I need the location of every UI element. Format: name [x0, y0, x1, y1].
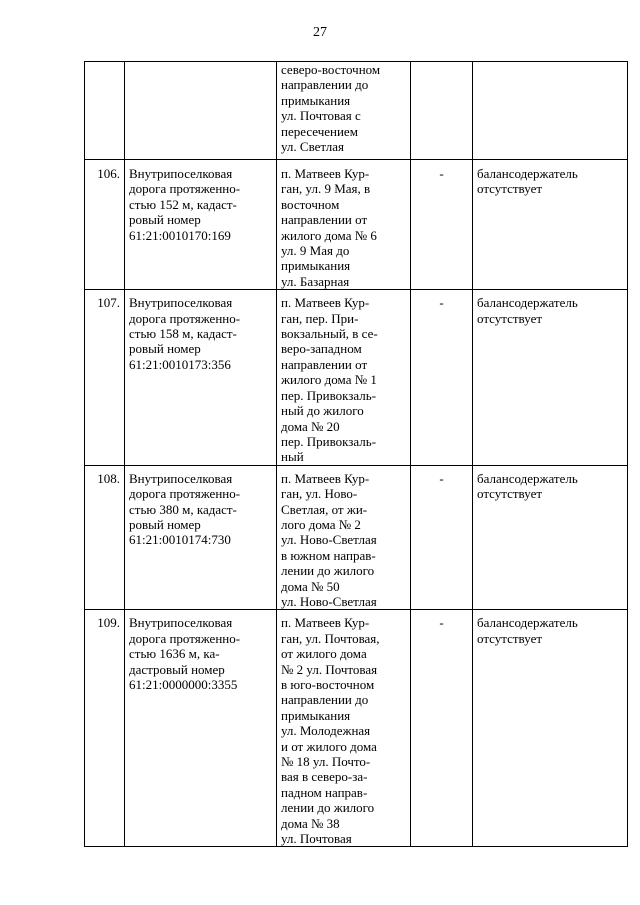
- row-number: 109.: [97, 615, 120, 631]
- name-line: стью 158 м, кадаст-: [129, 326, 237, 342]
- location-line: пер. Привокзаль-: [281, 387, 377, 403]
- location-line: жилого дома № 6: [281, 227, 377, 243]
- table-row-continuation: [85, 62, 628, 160]
- location-line: примыкания: [281, 258, 351, 274]
- name-line: стью 380 м, кадаст-: [129, 501, 237, 517]
- location-line: падном направ-: [281, 784, 368, 800]
- row-number: 106.: [97, 166, 120, 181]
- location-line: № 2 ул. Почтовая: [281, 661, 378, 677]
- location-line: ул. Почтовая с: [281, 108, 361, 124]
- name-line: ровый номер: [129, 212, 201, 228]
- dash-value: -: [439, 615, 444, 631]
- table-row: [85, 160, 628, 290]
- row-number: 108.: [97, 470, 120, 486]
- location-line: ный до жилого: [281, 403, 364, 419]
- table-row: [85, 290, 628, 465]
- location-line: веро-западном: [281, 341, 362, 357]
- road-name-cell: [125, 160, 277, 290]
- road-name-cell: [125, 290, 277, 465]
- location-line: № 18 ул. Почто-: [281, 754, 371, 770]
- road-location-cell: [277, 62, 411, 160]
- location-line: ган, ул. 9 Мая, в: [281, 181, 371, 197]
- name-line: дорога протяженно-: [129, 310, 241, 326]
- name-line: Внутрипоселковая: [129, 615, 233, 631]
- road-name-cell: [125, 62, 277, 160]
- location-line: ул. Ново-Светлая: [281, 532, 377, 548]
- name-line: стью 1636 м, ка-: [129, 646, 220, 662]
- owner-line: отсутствует: [477, 630, 543, 646]
- dash-cell: [411, 610, 473, 847]
- location-line: дома № 50: [281, 578, 340, 594]
- location-line: ул. Базарная: [281, 273, 350, 289]
- dash-cell: [411, 290, 473, 465]
- location-line: дома № 38: [281, 815, 340, 831]
- owner-cell: [473, 290, 628, 465]
- name-line: стью 152 м, кадаст-: [129, 196, 237, 212]
- dash-value: -: [439, 470, 444, 486]
- location-line: п. Матвеев Кур-: [281, 615, 370, 631]
- name-line: дорога протяженно-: [129, 486, 241, 502]
- location-line: примыкания: [281, 707, 351, 723]
- location-line: ган, ул. Ново-: [281, 486, 358, 502]
- location-line: лого дома № 2: [281, 516, 361, 532]
- name-line: 61:21:0010174:730: [129, 532, 231, 548]
- location-line: примыкания: [281, 92, 351, 108]
- location-line: восточном: [281, 196, 340, 212]
- owner-line: отсутствует: [477, 486, 543, 502]
- row-number-cell: [85, 160, 125, 290]
- name-line: Внутрипоселковая: [129, 295, 233, 311]
- owner-cell: [473, 465, 628, 610]
- owner-line: балансодержатель: [477, 615, 578, 631]
- road-name-cell: [125, 465, 277, 610]
- location-line: ган, ул. Почтовая,: [281, 630, 380, 646]
- location-line: в южном направ-: [281, 547, 376, 563]
- location-line: вокзальный, в се-: [281, 326, 378, 342]
- row-number-cell: [85, 290, 125, 465]
- name-line: дорога протяженно-: [129, 630, 241, 646]
- location-line: лении до жилого: [281, 563, 375, 579]
- location-line: от жилого дома: [281, 646, 367, 662]
- location-line: ул. 9 Мая до: [281, 243, 350, 259]
- table-row: [85, 610, 628, 847]
- name-line: ровый номер: [129, 516, 201, 532]
- name-line: дастровый номер: [129, 661, 225, 677]
- location-line: ул. Почтовая: [281, 831, 352, 847]
- owner-cell: [473, 160, 628, 290]
- name-line: 61:21:0000000:3355: [129, 677, 238, 692]
- name-line: 61:21:0010170:169: [129, 227, 231, 243]
- owner-line: балансодержатель: [477, 470, 578, 486]
- location-line: направлении от: [281, 212, 368, 228]
- location-line: ул. Молодежная: [281, 723, 371, 739]
- location-line: вая в северо-за-: [281, 769, 368, 785]
- name-line: Внутрипоселковая: [129, 470, 233, 486]
- location-line: п. Матвеев Кур-: [281, 166, 370, 181]
- location-line: п. Матвеев Кур-: [281, 295, 370, 311]
- owner-line: балансодержатель: [477, 295, 578, 311]
- dash-value: -: [439, 166, 444, 181]
- row-number-cell: [85, 62, 125, 160]
- road-name-cell: [125, 610, 277, 847]
- location-line: ган, пер. При-: [281, 310, 359, 326]
- dash-cell: [411, 62, 473, 160]
- location-line: жилого дома № 1: [281, 372, 377, 388]
- owner-line: балансодержатель: [477, 166, 578, 181]
- name-line: ровый номер: [129, 341, 201, 357]
- location-line: Светлая, от жи-: [281, 501, 368, 517]
- road-location-cell: [277, 160, 411, 290]
- location-line: дома № 20: [281, 418, 340, 434]
- roads-registry-table: [84, 61, 628, 847]
- dash-cell: [411, 465, 473, 610]
- owner-line: отсутствует: [477, 181, 543, 197]
- row-number-cell: [85, 610, 125, 847]
- owner-line: отсутствует: [477, 310, 543, 326]
- location-line: и от жилого дома: [281, 738, 377, 754]
- location-line: направлении от: [281, 356, 368, 372]
- name-line: дорога протяженно-: [129, 181, 241, 197]
- row-number: 107.: [97, 295, 120, 311]
- row-number-cell: [85, 465, 125, 610]
- location-line: ный: [281, 449, 304, 465]
- location-line: в юго-восточном: [281, 677, 375, 692]
- owner-cell: [473, 610, 628, 847]
- road-location-cell: [277, 290, 411, 465]
- dash-cell: [411, 160, 473, 290]
- owner-cell: [473, 62, 628, 160]
- location-line: направлении до: [281, 692, 369, 708]
- location-line: пересечением: [281, 123, 358, 139]
- location-line: пер. Привокзаль-: [281, 433, 377, 449]
- location-line: северо-восточном: [281, 62, 381, 77]
- location-line: ул. Ново-Светлая: [281, 593, 377, 609]
- dash-value: -: [439, 295, 444, 311]
- location-line: п. Матвеев Кур-: [281, 470, 370, 486]
- name-line: Внутрипоселковая: [129, 166, 233, 181]
- location-line: направлении до: [281, 77, 369, 93]
- table-row: [85, 465, 628, 610]
- location-line: ул. Светлая: [281, 139, 345, 155]
- road-location-cell: [277, 610, 411, 847]
- location-line: лении до жилого: [281, 800, 375, 816]
- page-number: 27: [313, 25, 327, 40]
- road-location-cell: [277, 465, 411, 610]
- name-line: 61:21:0010173:356: [129, 356, 231, 372]
